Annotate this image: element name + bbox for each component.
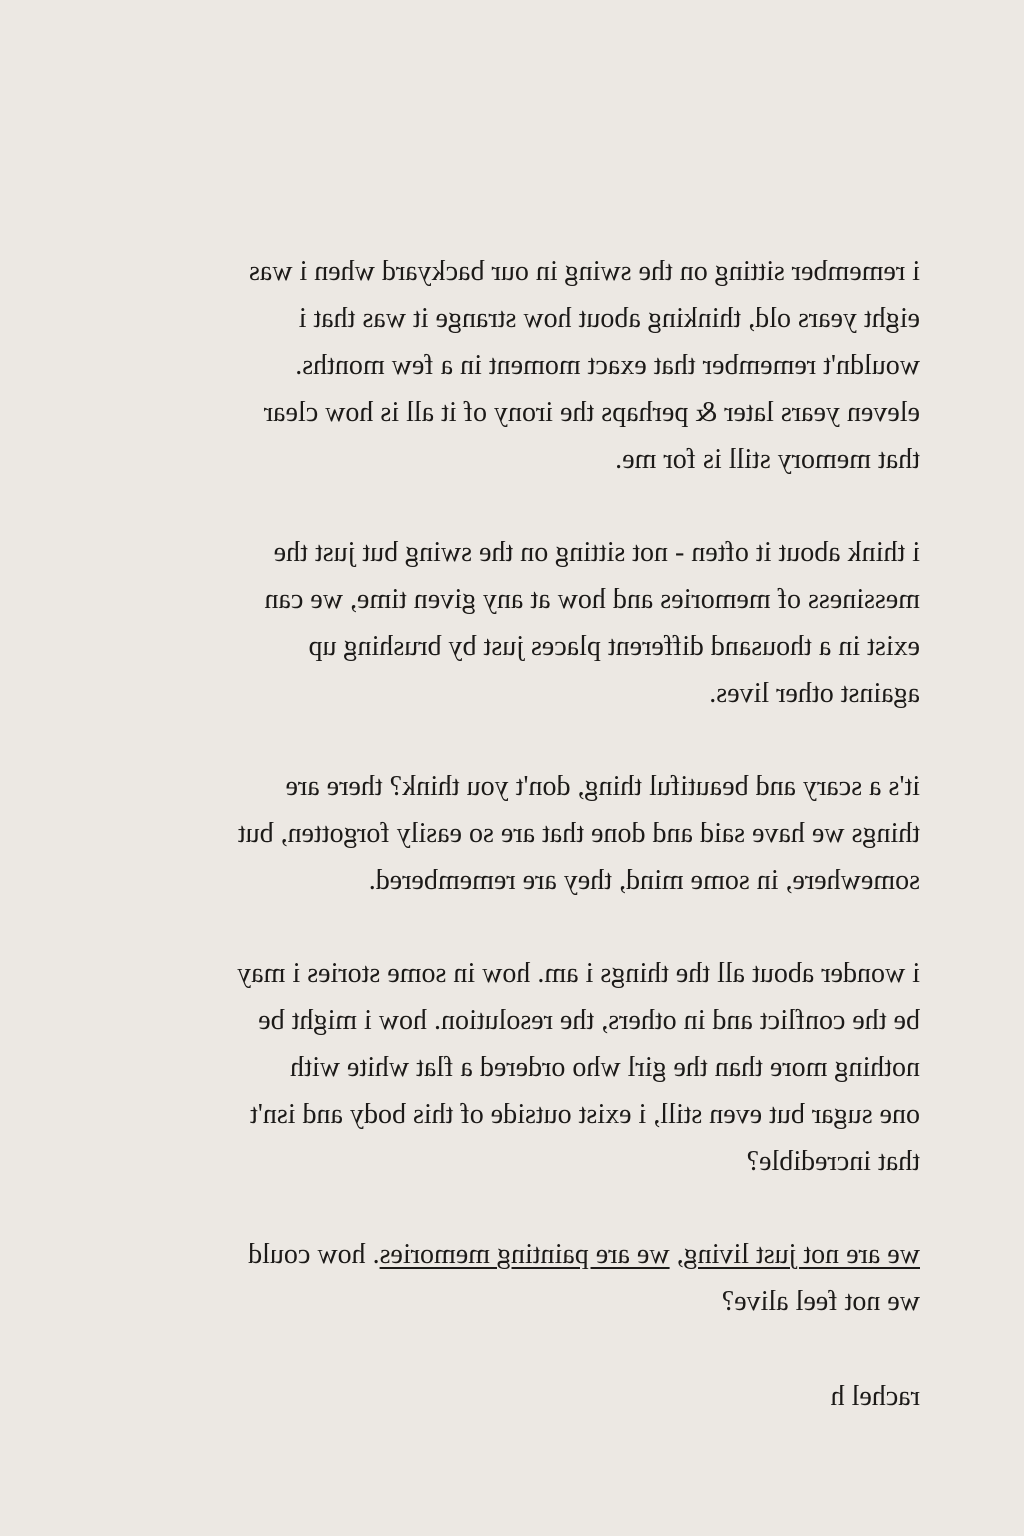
poem-line: eight years old, thinking about how strange it was that i — [298, 303, 920, 334]
signature: rachel h — [830, 1381, 920, 1412]
poem-line-final — [60, 1231, 920, 1278]
underlined-phrase: we are not just living — [683, 1239, 920, 1270]
poem-line: it's a scary and beautiful thing, don't you think? there are — [285, 771, 920, 802]
stanza-3 — [60, 763, 920, 904]
poem-line: one sugar but even still, i exist outside of this body and isn't — [250, 1099, 920, 1130]
poem — [60, 248, 920, 1420]
poem-line: i think about it often - not sitting on the swing but just the — [273, 537, 920, 568]
poem-line: messiness of memories and how at any given time, we can — [264, 584, 920, 615]
line-remainder: . how could — [248, 1239, 380, 1270]
stanza-1 — [60, 248, 920, 483]
underlined-phrase: we are painting memories — [379, 1239, 670, 1270]
stanza-4 — [60, 950, 920, 1185]
poem-line: nothing more than the girl who ordered a flat white with — [290, 1052, 920, 1083]
poem-line: against other lives. — [709, 678, 920, 709]
poem-line: we not feel alive? — [721, 1286, 920, 1317]
poem-line: exist in a thousand different places just by brushing up — [308, 631, 920, 662]
poem-line: that incredible? — [746, 1146, 920, 1177]
stanza-2 — [60, 529, 920, 717]
punctuation: , — [669, 1239, 684, 1270]
poem-line: things we have said and done that are so easily forgotten, but — [237, 818, 920, 849]
poem-line: somewhere, in some mind, they are remembered. — [368, 865, 920, 896]
stanza-final — [60, 1231, 920, 1325]
poem-line: i remember sitting on the swing in our backyard when i was — [248, 256, 920, 287]
poem-line: i wonder about all the things i am. how in some stories i may — [237, 958, 920, 989]
poem-line: be the conflict and in others, the resolution. how i might be — [258, 1005, 920, 1036]
poem-line: eleven years later & perhaps the irony of it all is how clear — [263, 397, 920, 428]
poem-line: that memory still is for me. — [615, 444, 920, 475]
poem-line: wouldn't remember that exact moment in a few months. — [295, 350, 920, 381]
